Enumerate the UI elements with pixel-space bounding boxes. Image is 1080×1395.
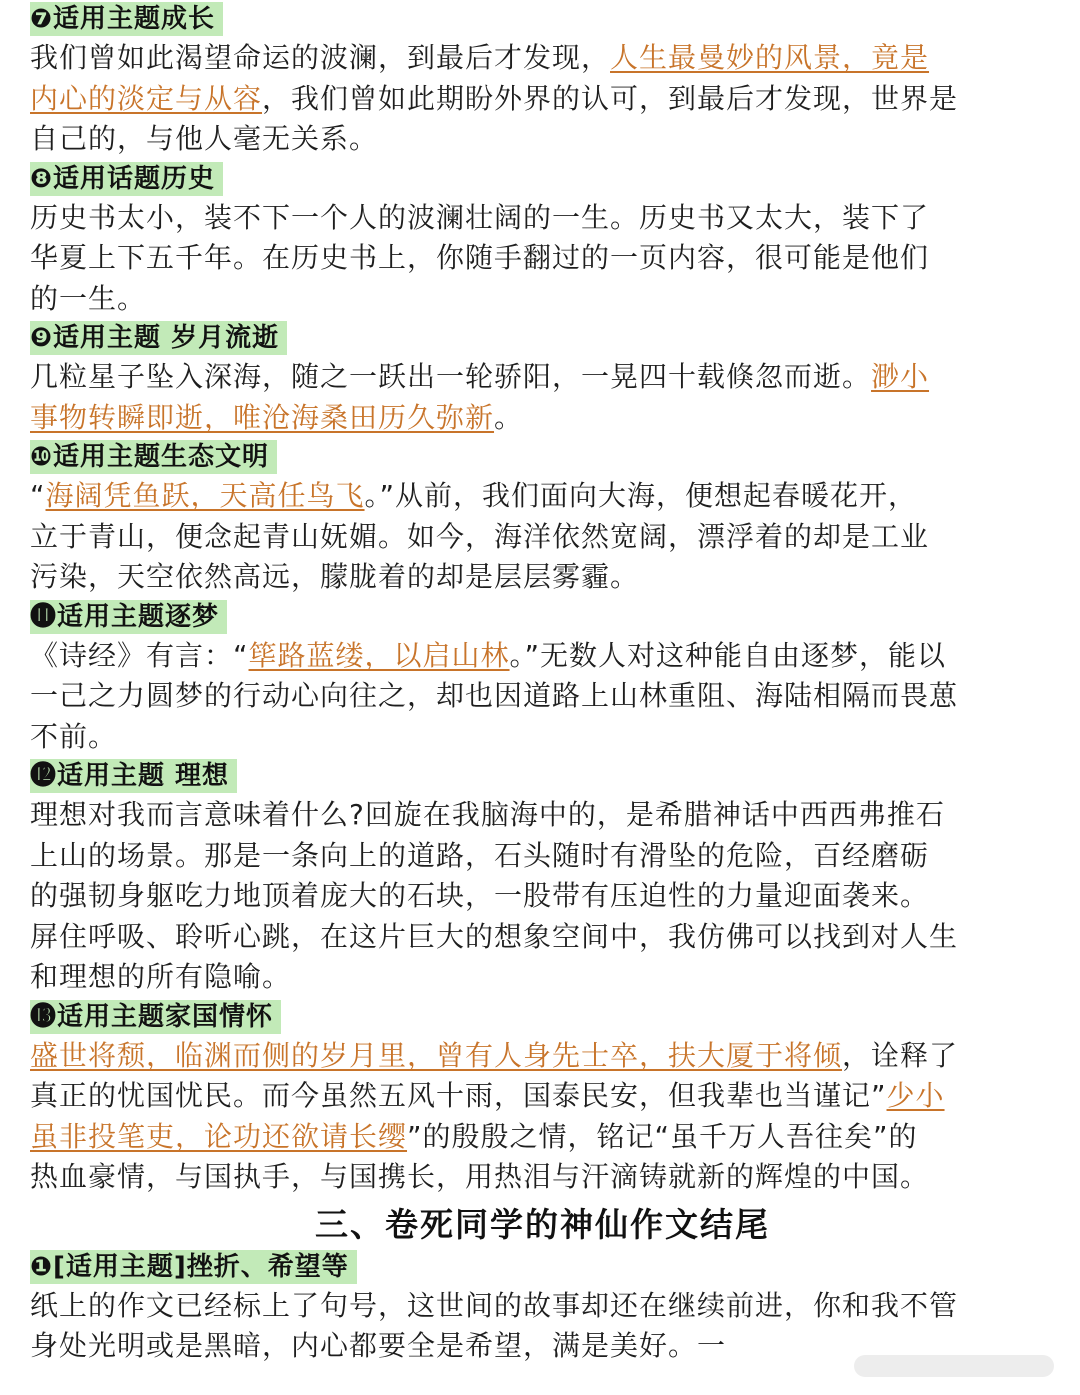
section-0 [30, 0, 1055, 160]
highlighted-phrase: 事物转瞬即逝，唯沧海桑田历久弥新 [30, 400, 495, 434]
highlighted-phrase: 筚路蓝缕，以启山林 [248, 638, 510, 672]
text-segment: 一己之力圆梦的行动心向往之，却也因道路上山林重阻、海陆相隔而畏葸 [30, 679, 959, 712]
section-5 [30, 757, 1055, 998]
section-tag: ❶[适用主题]挫折、希望等 [30, 1250, 357, 1284]
text-line [30, 79, 1055, 120]
text-line [30, 119, 1055, 160]
section-4 [30, 598, 1055, 758]
text-segment: 《诗经》有言：“ [30, 638, 249, 672]
text-line [30, 476, 1055, 517]
text-segment: 屏住呼吸、聆听心跳，在这片巨大的想象空间中，我仿佛可以找到对人生 [30, 919, 959, 953]
text-line [30, 917, 1055, 958]
final-section [30, 1248, 1055, 1367]
text-segment: 的强韧身躯吃力地顶着庞大的石块，一股带有压迫性的力量迎面袭来。 [30, 879, 930, 912]
text-line [30, 238, 1055, 279]
text-line [30, 398, 1055, 439]
overlay-pill-bar [854, 1355, 1054, 1377]
text-line [30, 357, 1055, 398]
text-line [30, 836, 1055, 877]
highlighted-phrase: 渺小 [871, 360, 930, 393]
text-line [30, 1286, 1055, 1327]
text-segment: ”的殷殷之情，铭记“虽千万人吾往矣”的 [407, 1119, 918, 1153]
highlighted-phrase: 虽非投笔吏，论功还欲请长缨 [30, 1119, 408, 1153]
text-segment: 真正的忧国忧民。而今虽然五风十雨，国泰民安，但我辈也当谨记” [30, 1079, 887, 1112]
text-segment: ，我们曾如此期盼外界的认可，到最后才发现，世界是 [262, 81, 959, 115]
text-line [30, 876, 1055, 917]
text-line [30, 1157, 1055, 1198]
text-segment: 自己的，与他人毫无关系。 [30, 122, 379, 155]
section-tag: ⓭适用主题家国情怀 [30, 1000, 281, 1034]
text-segment: 几粒星子坠入深海，随之一跃出一轮骄阳，一晃四十载倏忽而逝。 [30, 360, 872, 393]
text-line [30, 517, 1055, 558]
text-line [30, 1117, 1055, 1158]
highlighted-phrase: 盛世将颓，临渊而侧的岁月里，曾有人身先士卒，扶大厦于将倾 [30, 1038, 843, 1072]
section-tag: ❽适用话题历史 [30, 162, 223, 196]
highlighted-phrase: 少小 [886, 1079, 945, 1112]
text-segment: 华夏上下五千年。在历史书上，你随手翻过的一页内容，很可能是他们 [30, 241, 930, 274]
text-segment: 历史书太小，装不下一个人的波澜壮阔的一生。历史书又太大，装下了 [30, 200, 930, 234]
text-line [30, 279, 1055, 320]
overlay-pill[interactable] [834, 1351, 1054, 1381]
text-line [30, 198, 1055, 239]
section-tag: ❼适用主题成长 [30, 2, 223, 36]
text-segment: 不前。 [30, 719, 118, 753]
section-final [30, 1248, 1055, 1367]
section-3 [30, 438, 1055, 598]
text-segment: ，诠释了 [842, 1038, 959, 1072]
text-line [30, 957, 1055, 998]
text-segment: 。 [494, 400, 524, 434]
section-1 [30, 160, 1055, 320]
text-segment: 上山的场景。那是一条向上的道路，石头随时有滑坠的危险，百经磨砺 [30, 838, 930, 872]
text-line [30, 795, 1055, 836]
section-tag: ❾适用主题 岁月流逝 [30, 321, 287, 355]
section-list [30, 0, 1055, 1198]
text-segment: “ [30, 479, 46, 512]
text-segment: 。”无数人对这种能自由逐梦，能以 [509, 638, 947, 672]
text-segment: 污染，天空依然高远，朦胧着的却是层层雾霾。 [30, 560, 640, 593]
text-line [30, 38, 1055, 79]
text-segment: 身处光明或是黑暗，内心都要全是希望，满是美好。一 [30, 1329, 727, 1362]
text-line [30, 636, 1055, 677]
text-line [30, 1076, 1055, 1117]
text-segment: 我们曾如此渴望命运的波澜，到最后才发现， [30, 41, 611, 74]
text-segment: 理想对我而言意味着什么?回旋在我脑海中的，是希腊神话中西西弗推石 [30, 798, 945, 831]
highlighted-phrase: 海阔凭鱼跃，天高任鸟飞 [45, 479, 365, 512]
text-segment: 纸上的作文已经标上了句号，这世间的故事却还在继续前进，你和我不管 [30, 1288, 959, 1322]
text-segment: 立于青山，便念起青山妩媚。如今，海洋依然宽阔，漂浮着的却是工业 [30, 519, 930, 553]
text-line [30, 557, 1055, 598]
section-2 [30, 319, 1055, 438]
text-segment: 和理想的所有隐喻。 [30, 960, 292, 993]
highlighted-phrase: 内心的淡定与从容 [30, 81, 263, 115]
text-line [30, 1036, 1055, 1077]
document [30, 0, 1055, 1367]
section-tag: ❿适用主题生态文明 [30, 440, 277, 474]
text-segment: 的一生。 [30, 281, 147, 315]
section-tag: ⓬适用主题 理想 [30, 759, 237, 793]
text-line [30, 676, 1055, 717]
section-6 [30, 998, 1055, 1198]
chapter-heading: 三、卷死同学的神仙作文结尾 [315, 1204, 770, 1244]
section-tag: ⓫适用主题逐梦 [30, 600, 227, 634]
text-segment: 热血豪情，与国执手，与国携长，用热泪与汗滴铸就新的辉煌的中国。 [30, 1160, 930, 1193]
text-segment: 。”从前，我们面向大海，便想起春暖花开， [364, 479, 918, 512]
text-line [30, 717, 1055, 758]
highlighted-phrase: 人生最曼妙的风景，竟是 [610, 41, 930, 74]
